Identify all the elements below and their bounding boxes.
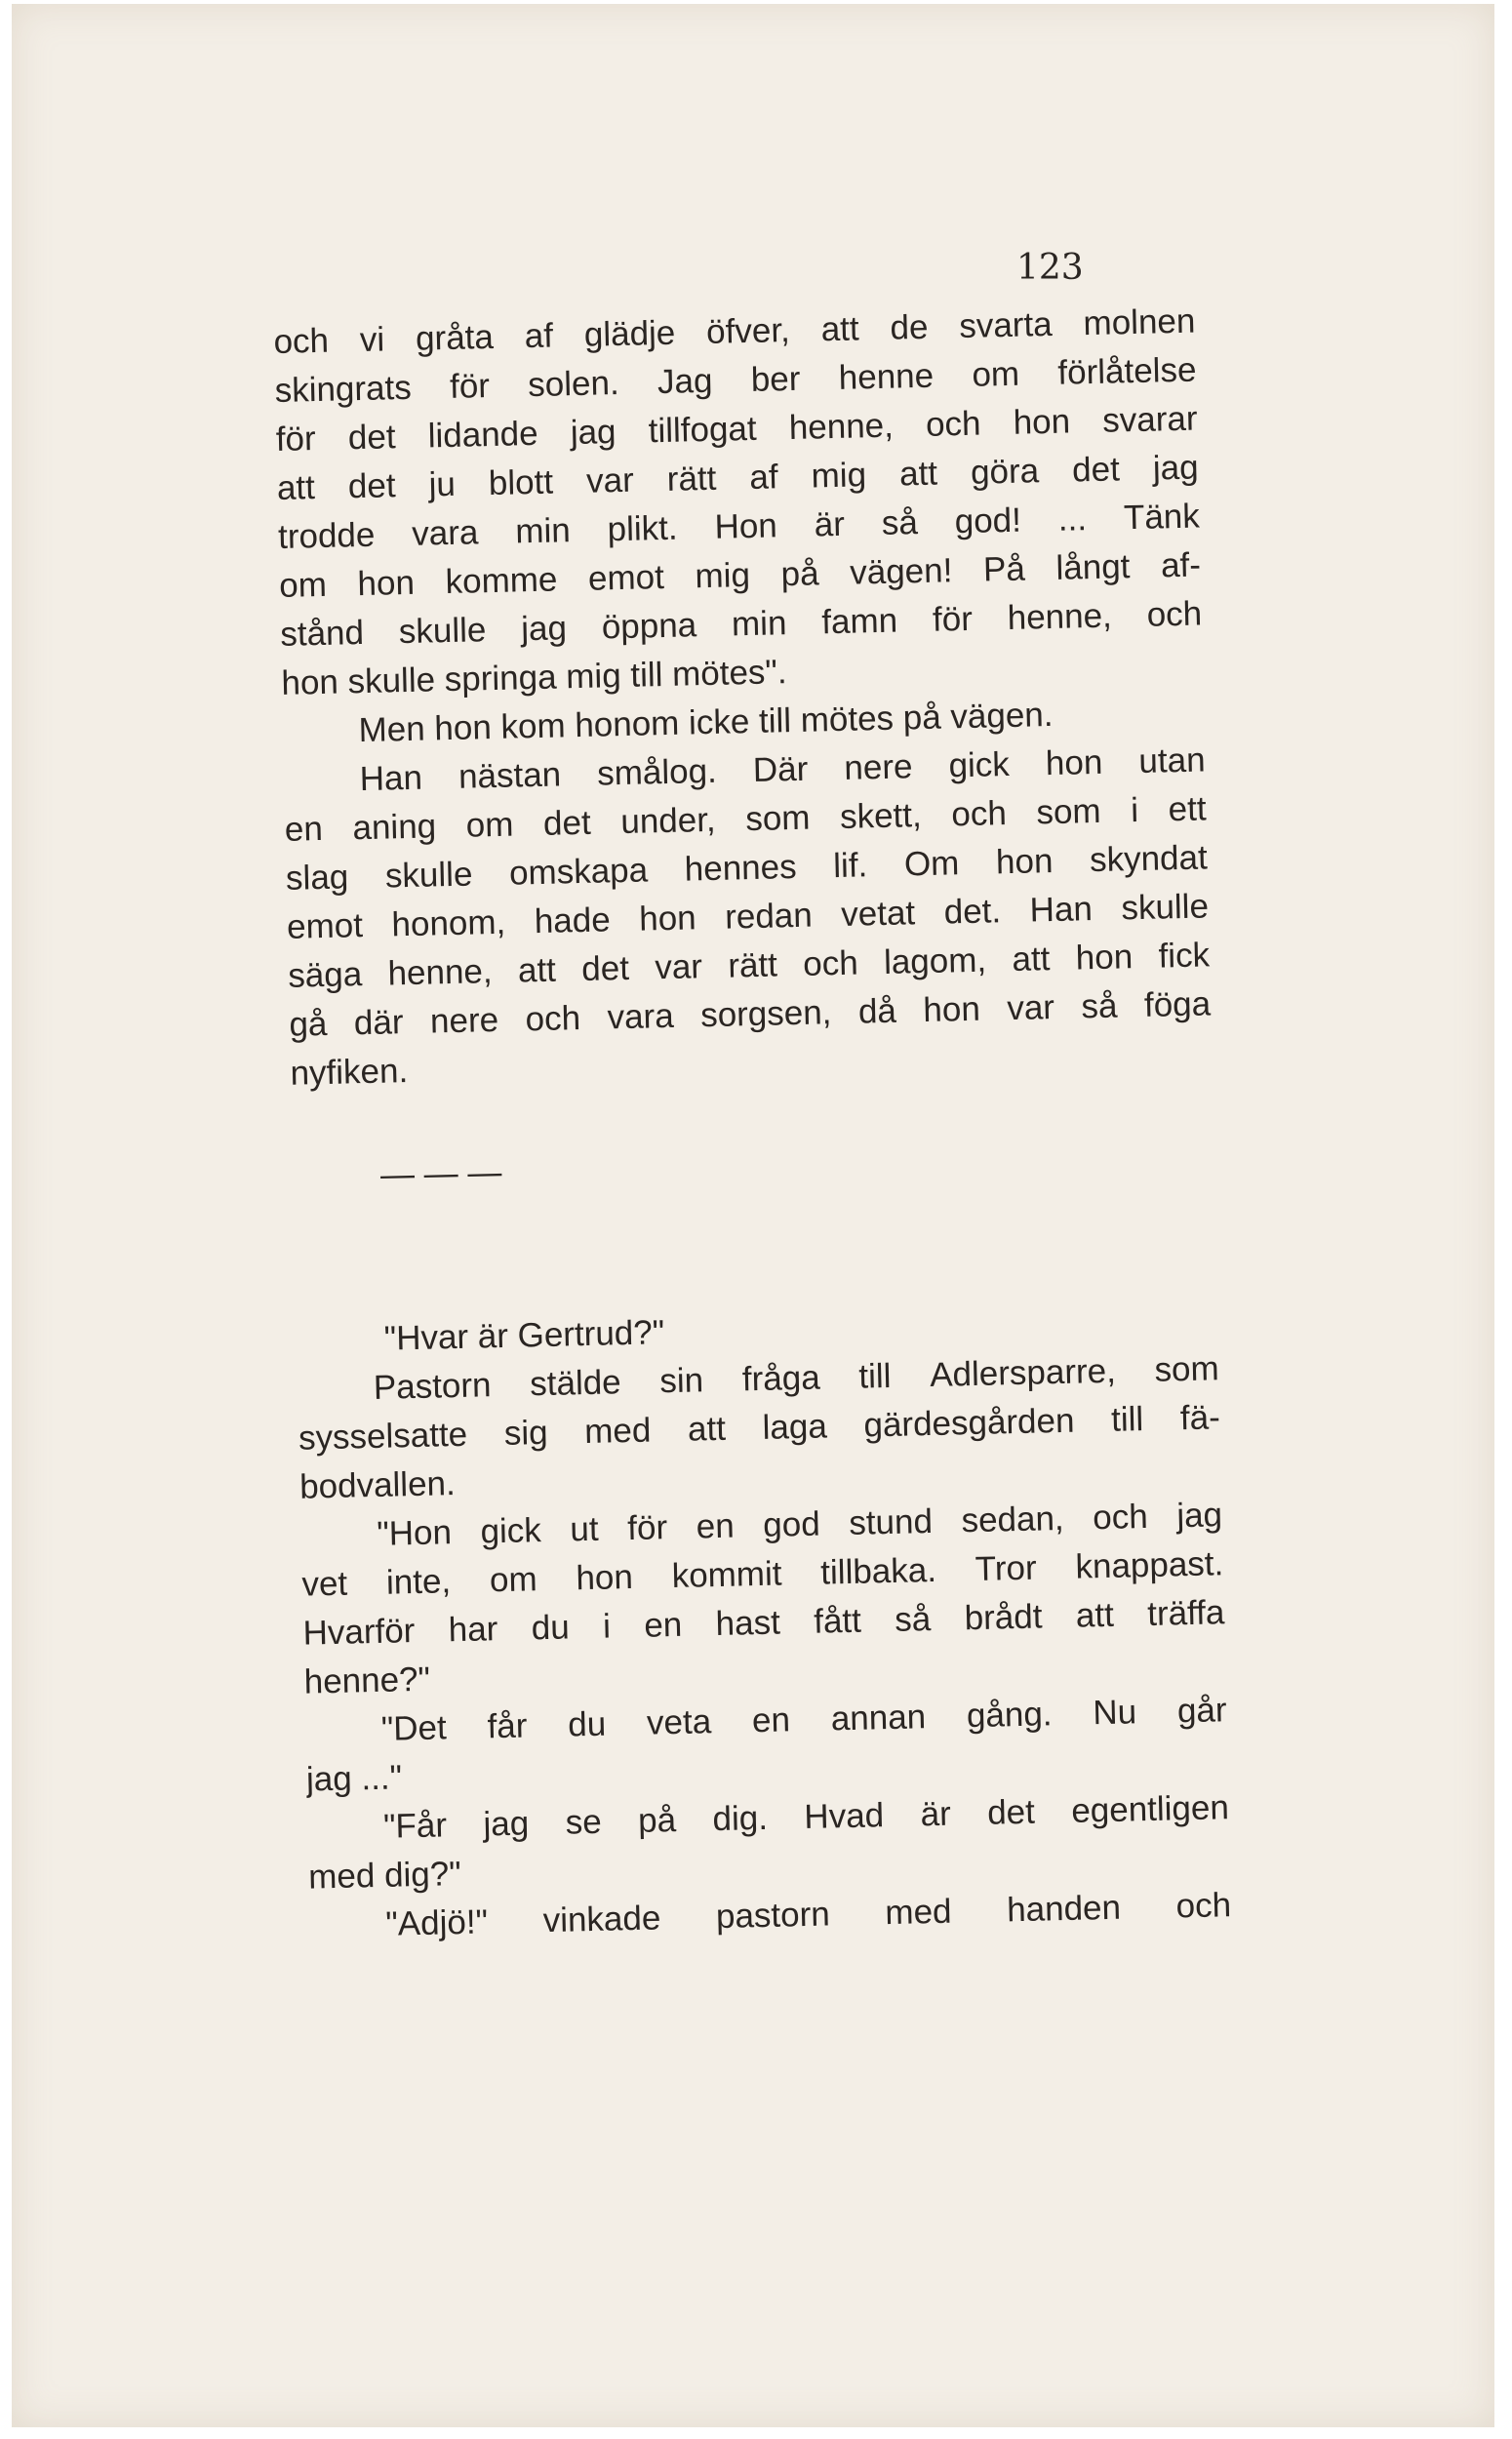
book-page <box>12 4 1494 2427</box>
text-line: och vi gråta af glädje öfver, att de svarta molnen <box>273 301 1196 361</box>
text-line: jag ..." <box>305 1758 403 1799</box>
text-line: skingrats för solen. Jag ber henne om förlåtelse <box>274 350 1197 410</box>
text-line: henne?" <box>303 1659 431 1701</box>
text-line: trodde vara min plikt. Hon är så god! ... Tänk <box>277 497 1201 556</box>
text-line: bodvallen. <box>298 1464 457 1506</box>
page-number: 123 <box>1016 248 1084 288</box>
text-line: Pastorn stälde sin fråga till Adlersparre, som <box>373 1349 1220 1407</box>
text-line: att det ju blott var rätt af mig att göra det jag <box>276 448 1200 507</box>
text-line: "Adjö!" vinkade pastorn med handen och <box>384 1886 1232 1943</box>
text-line: sysselsatte sig med att laga gärdesgården till fä- <box>298 1398 1221 1458</box>
text-line: stånd skulle jag öppna min famn för henne, och <box>279 594 1203 654</box>
body-text <box>273 298 1232 1951</box>
text-line: "Får jag se på dig. Hvad är det egentligen <box>382 1788 1230 1846</box>
text-line: säga henne, att det var rätt och lagom, att hon fick <box>287 936 1211 995</box>
text-line: Men hon kom honom icke till mötes på vägen. <box>358 695 1054 750</box>
text-line: en aning om det under, som skett, och som i ett <box>284 789 1208 849</box>
text-line: emot honom, hade hon redan vetat det. Han skulle <box>286 887 1210 946</box>
text-line: med dig?" <box>307 1855 462 1897</box>
text-line: för det lidande jag tillfogat henne, och hon svarar <box>275 399 1198 459</box>
text-line: "Det får du veta en annan gång. Nu går <box>380 1691 1227 1748</box>
section-separator: — — — <box>379 1152 502 1194</box>
text-line: "Hon gick ut för en god stund sedan, och jag <box>376 1496 1223 1553</box>
text-line: vet inte, om hon kommit tillbaka. Tror knappast. <box>301 1544 1224 1604</box>
text-line: om hon komme emot mig på vägen! På långt af- <box>278 545 1202 605</box>
text-line: Hvarför har du i en hast fått så brådt att träffa <box>302 1593 1225 1653</box>
text-line: slag skulle omskapa hennes lif. Om hon skyndat <box>285 838 1209 898</box>
text-line: Han nästan smålog. Där nere gick hon utan <box>359 740 1206 799</box>
text-line: hon skulle springa mig till mötes". <box>281 653 788 702</box>
text-line: "Hvar är Gertrud?" <box>383 1313 665 1358</box>
text-line: gå där nere och vara sorgsen, då hon var så föga <box>288 984 1212 1044</box>
text-line: nyfiken. <box>290 1052 409 1093</box>
